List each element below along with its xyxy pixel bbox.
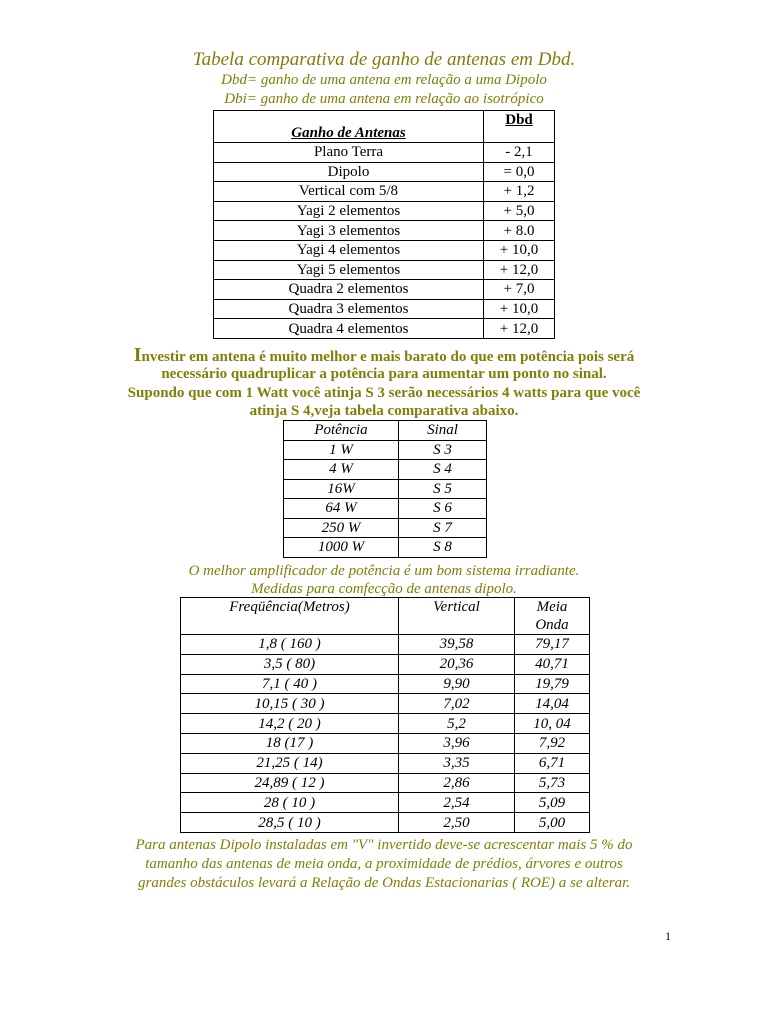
vertical-header: Vertical <box>399 598 515 635</box>
vertical-cell: 3,96 <box>399 733 515 753</box>
dbd-value-cell: - 2,1 <box>484 143 555 163</box>
antenna-name-cell: Plano Terra <box>214 143 484 163</box>
table-row <box>214 201 555 221</box>
half-wave-header <box>515 598 590 635</box>
dipole-table-header <box>181 598 590 635</box>
table-row <box>284 499 487 519</box>
vertical-cell: 5,2 <box>399 714 515 734</box>
half-wave-header-line1: Meia <box>536 599 568 615</box>
half-wave-cell: 5,00 <box>515 813 590 833</box>
half-wave-cell: 6,71 <box>515 753 590 773</box>
frequency-cell: 24,89 ( 12 ) <box>181 773 399 793</box>
table-row <box>181 733 590 753</box>
table-row <box>284 440 487 460</box>
antenna-name-cell: Yagi 4 elementos <box>214 240 484 260</box>
dbd-value-cell: + 12,0 <box>484 319 555 339</box>
vertical-cell: 2,54 <box>399 793 515 813</box>
freq-header: Freqüência(Metros) <box>181 598 399 635</box>
footer-line1: Para antenas Dipolo instaladas em "V" invertido deve-se acrescentar mais 5 % do <box>135 837 633 853</box>
antenna-name-cell: Vertical com 5/8 <box>214 182 484 202</box>
table-row <box>214 162 555 182</box>
half-wave-cell: 40,71 <box>515 654 590 674</box>
table-row <box>181 694 590 714</box>
footer-note <box>0 836 768 893</box>
investment-paragraph-line2: necessário quadruplicar a potência para aumentar um ponto no sinal. <box>161 366 607 382</box>
table-row <box>214 280 555 300</box>
dipole-table-body <box>181 635 590 833</box>
power-table <box>283 420 487 558</box>
vertical-cell: 2,86 <box>399 773 515 793</box>
signal-cell: S 4 <box>399 460 487 480</box>
investment-paragraph-line4: atinja S 4,veja tabela comparativa abaixo. <box>249 403 519 419</box>
table-row <box>214 143 555 163</box>
investment-paragraph-line1 <box>0 346 768 367</box>
vertical-cell: 39,58 <box>399 635 515 655</box>
frequency-cell: 21,25 ( 14) <box>181 753 399 773</box>
antenna-name-cell: Quadra 3 elementos <box>214 299 484 319</box>
frequency-cell: 28,5 ( 10 ) <box>181 813 399 833</box>
signal-cell: S 6 <box>399 499 487 519</box>
signal-cell: S 3 <box>399 440 487 460</box>
footer-line3: grandes obstáculos levará a Relação de Ondas Estacionarias ( ROE) a se alterar. <box>137 875 631 891</box>
half-wave-cell: 5,73 <box>515 773 590 793</box>
power-cell: 250 W <box>284 518 399 538</box>
half-wave-cell: 14,04 <box>515 694 590 714</box>
page-number: 1 <box>665 929 671 943</box>
table-row <box>181 793 590 813</box>
table-row <box>181 674 590 694</box>
power-table-body <box>284 440 487 557</box>
amplifier-note: O melhor amplificador de potência é um bom sistema irradiante. <box>188 563 580 579</box>
power-table-header <box>284 421 487 441</box>
table-row <box>214 319 555 339</box>
table-row <box>181 635 590 655</box>
power-cell: 64 W <box>284 499 399 519</box>
table-row <box>181 773 590 793</box>
document-title: Tabela comparativa de ganho de antenas em Dbd. <box>192 49 576 70</box>
gain-table-body <box>214 143 555 339</box>
half-wave-cell: 5,09 <box>515 793 590 813</box>
table-row <box>214 299 555 319</box>
vertical-cell: 3,35 <box>399 753 515 773</box>
gain-table <box>213 110 555 339</box>
antenna-name-cell: Quadra 4 elementos <box>214 319 484 339</box>
table-row <box>181 813 590 833</box>
investment-paragraph-line3: Supondo que com 1 Watt você atinja S 3 serão necessários 4 watts para que você <box>127 385 641 401</box>
dbd-value-cell: + 12,0 <box>484 260 555 280</box>
drop-cap: I <box>133 344 142 366</box>
antenna-name-cell: Quadra 2 elementos <box>214 280 484 300</box>
table-row <box>181 753 590 773</box>
dbd-value-cell: = 0,0 <box>484 162 555 182</box>
table-row <box>181 654 590 674</box>
half-wave-cell: 7,92 <box>515 733 590 753</box>
gain-table-header <box>214 111 555 143</box>
table-row <box>181 714 590 734</box>
frequency-cell: 28 ( 10 ) <box>181 793 399 813</box>
vertical-cell: 7,02 <box>399 694 515 714</box>
dipole-table <box>180 597 590 833</box>
table-row <box>214 260 555 280</box>
antenna-name-cell: Dipolo <box>214 162 484 182</box>
signal-cell: S 7 <box>399 518 487 538</box>
dbd-value-cell: + 1,2 <box>484 182 555 202</box>
antenna-name-cell: Yagi 2 elementos <box>214 201 484 221</box>
half-wave-cell: 79,17 <box>515 635 590 655</box>
table-row <box>214 221 555 241</box>
frequency-cell: 1,8 ( 160 ) <box>181 635 399 655</box>
frequency-cell: 3,5 ( 80) <box>181 654 399 674</box>
dipole-measures-note: Medidas para comfecção de antenas dipolo. <box>251 581 517 597</box>
dbd-value-cell: + 8.0 <box>484 221 555 241</box>
half-wave-cell: 19,79 <box>515 674 590 694</box>
power-cell: 1 W <box>284 440 399 460</box>
dbd-value-cell: + 10,0 <box>484 240 555 260</box>
dbd-value-cell: + 5,0 <box>484 201 555 221</box>
frequency-cell: 7,1 ( 40 ) <box>181 674 399 694</box>
power-cell: 16W <box>284 479 399 499</box>
antenna-name-cell: Yagi 5 elementos <box>214 260 484 280</box>
frequency-cell: 18 (17 ) <box>181 733 399 753</box>
table-row <box>284 460 487 480</box>
gain-header-dbd: Dbd <box>484 111 555 143</box>
power-cell: 1000 W <box>284 538 399 558</box>
half-wave-header-line2: Onda <box>535 617 569 633</box>
vertical-cell: 2,50 <box>399 813 515 833</box>
signal-cell: S 5 <box>399 479 487 499</box>
half-wave-cell: 10, 04 <box>515 714 590 734</box>
vertical-cell: 20,36 <box>399 654 515 674</box>
power-header: Potência <box>284 421 399 441</box>
vertical-cell: 9,90 <box>399 674 515 694</box>
gain-header-name: Ganho de Antenas <box>214 111 484 143</box>
dbd-value-cell: + 10,0 <box>484 299 555 319</box>
signal-cell: S 8 <box>399 538 487 558</box>
table-row <box>284 518 487 538</box>
power-cell: 4 W <box>284 460 399 480</box>
frequency-cell: 14,2 ( 20 ) <box>181 714 399 734</box>
dbd-value-cell: + 7,0 <box>484 280 555 300</box>
table-row <box>214 240 555 260</box>
frequency-cell: 10,15 ( 30 ) <box>181 694 399 714</box>
footer-line2: tamanho das antenas de meia onda, a proximidade de prédios, árvores e outros <box>145 856 623 872</box>
table-row <box>214 182 555 202</box>
paragraph-line1-text: nvestir em antena é muito melhor e mais barato do que em potência pois será <box>141 349 635 365</box>
signal-header: Sinal <box>399 421 487 441</box>
table-row <box>284 479 487 499</box>
antenna-name-cell: Yagi 3 elementos <box>214 221 484 241</box>
subtitle-dbd: Dbd= ganho de uma antena em relação a uma Dipolo <box>221 72 547 88</box>
table-row <box>284 538 487 558</box>
subtitle-dbi: Dbi= ganho de uma antena em relação ao isotrópico <box>224 91 544 107</box>
